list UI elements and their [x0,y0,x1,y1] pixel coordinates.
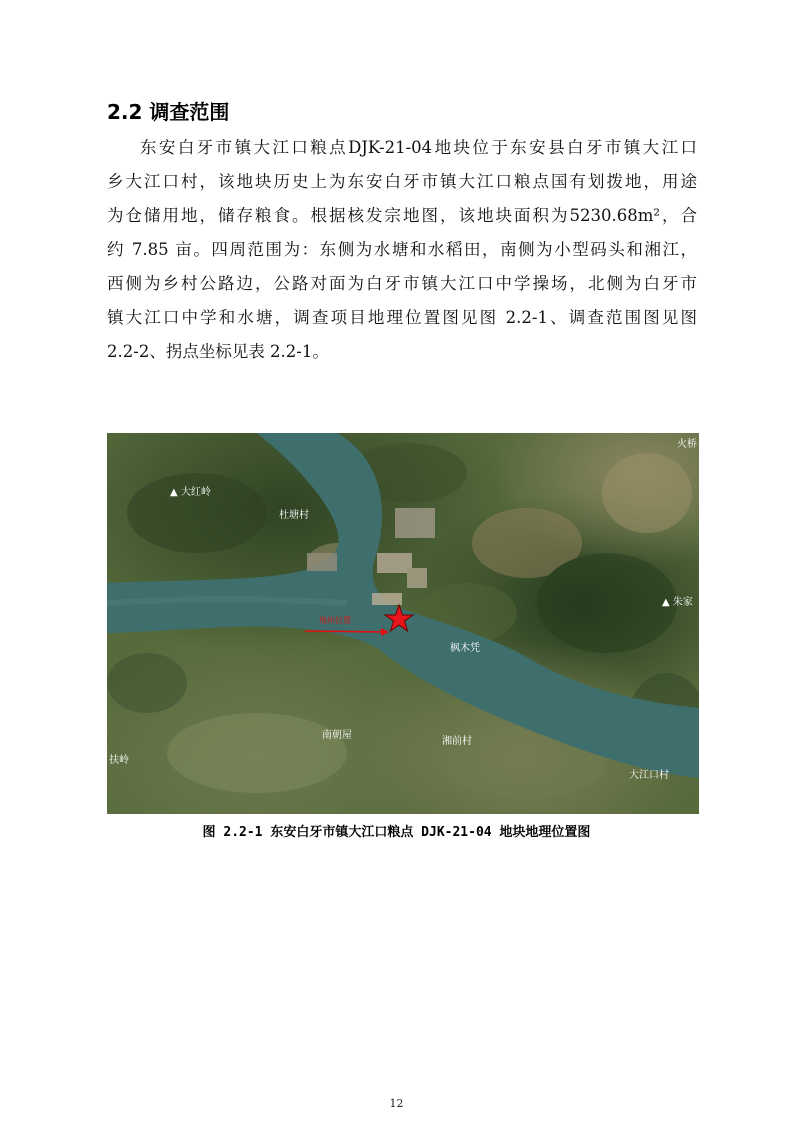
page-number: 12 [389,1097,404,1110]
paragraph-line: 2.2-2、拐点坐标见表 2.2-1。 [107,342,329,361]
map-label-dajiangkoucun: 大江口村 [629,770,669,781]
map-label-huoqiao: 火桥 [677,439,697,450]
paragraph-line: 镇大江口中学和水塘，调查项目地理位置图见图 2.2-1、调查范围图见图 [107,308,697,327]
map-label-dutangcun: 杜塘村 [279,510,309,521]
satellite-map [107,433,699,814]
paragraph-line: 为仓储用地，储存粮食。根据核发宗地图，该地块面积为5230.68m²，合 [107,206,697,225]
map-label-zhujia: ▲ 朱家 [662,597,693,608]
paragraph-line: 乡大江口村，该地块历史上为东安白牙市镇大江口粮点国有划拨地，用途 [107,172,697,191]
satellite-map-image [107,433,699,814]
arrow-line [305,631,383,632]
body-paragraph [107,131,697,369]
map-label-fuling: 扶岭 [109,755,129,766]
map-label-nanchaowu: 南朝屋 [322,730,352,741]
paragraph-line: 约 7.85 亩。四周范围为：东侧为水塘和水稻田，南侧为小型码头和湘江， [107,240,697,259]
section-title: 2.2 调查范围 [107,100,230,124]
map-label-fengmuping: 枫木凭 [450,643,480,654]
map-label-xiangqiancun: 湘前村 [442,736,472,747]
site-label: 地块位置 [319,616,351,625]
paragraph-line: 东安白牙市镇大江口粮点DJK-21-04地块位于东安县白牙市镇大江口 [140,138,697,157]
figure-caption: 图 2.2-1 东安白牙市镇大江口粮点 DJK-21-04 地块地理位置图 [202,825,591,840]
paragraph-line: 西侧为乡村公路边，公路对面为白牙市镇大江口中学操场，北侧为白牙市 [107,274,697,293]
map-label-dahongling: ▲ 大红岭 [170,487,211,498]
